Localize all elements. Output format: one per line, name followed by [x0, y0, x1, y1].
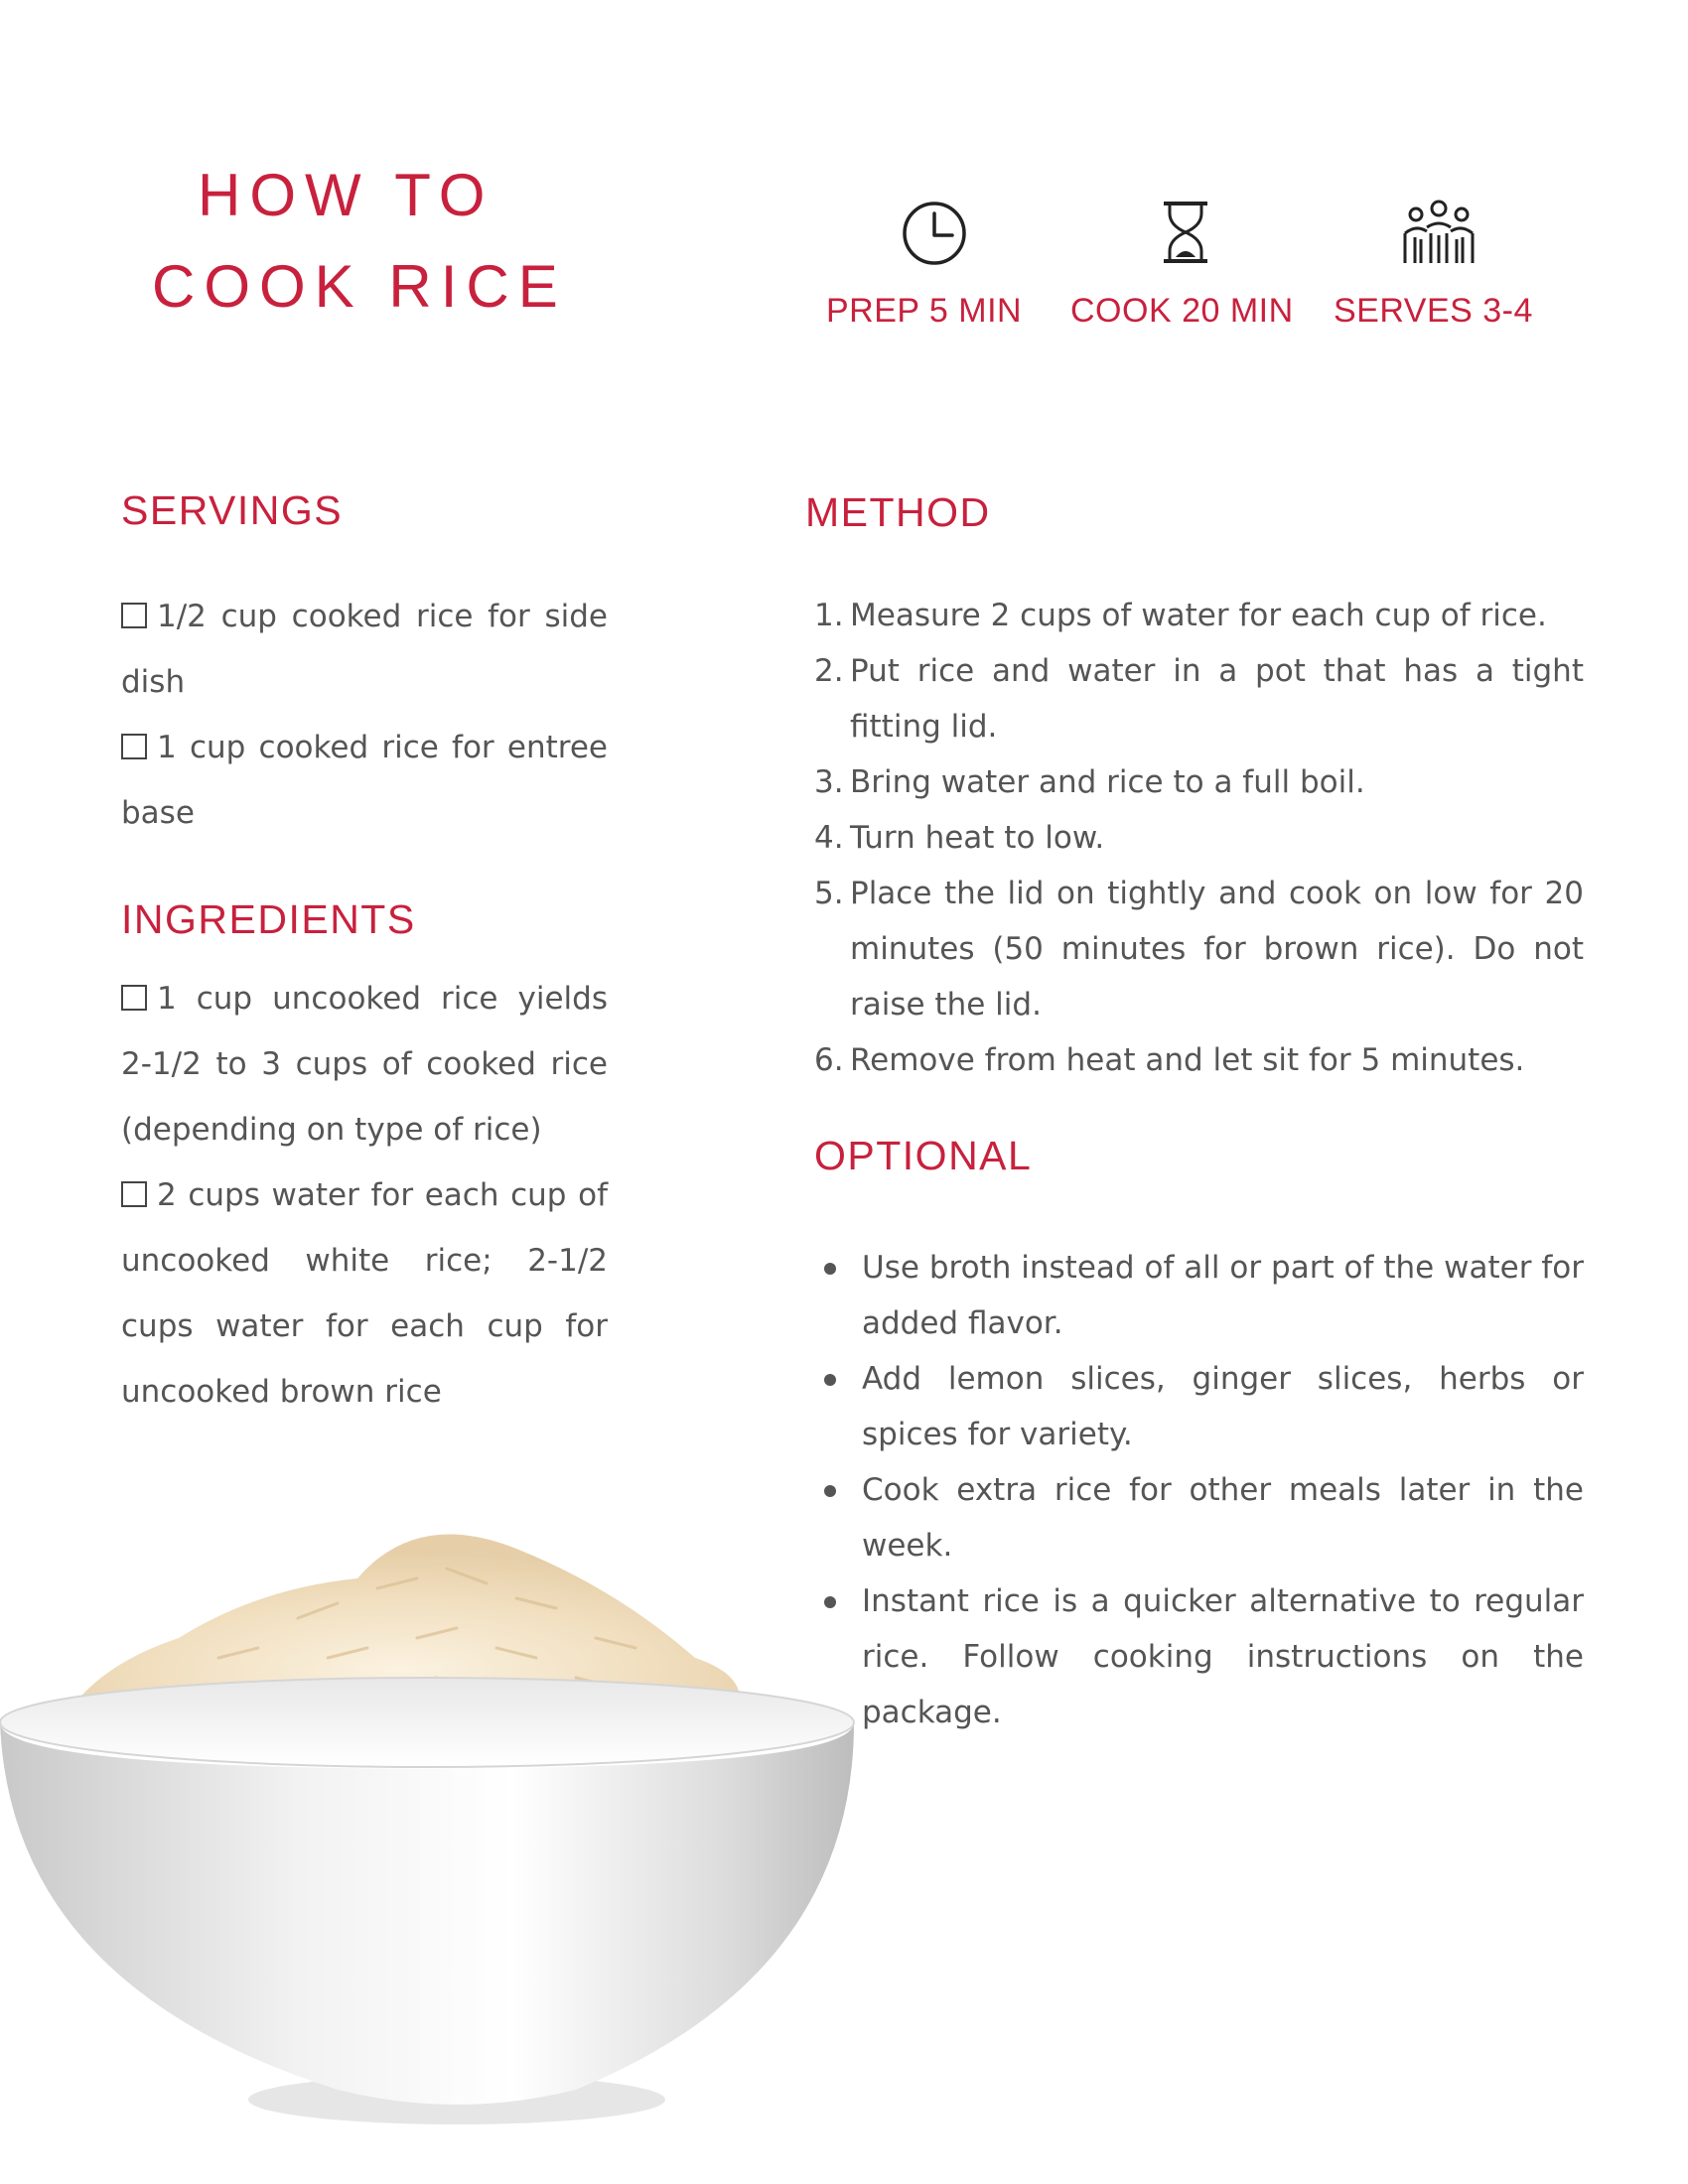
method-step: 3. Bring water and rice to a full boil. [814, 764, 1365, 800]
method-step: 1. Measure 2 cups of water for each cup of rice. [814, 598, 1547, 633]
servings-item: 1/2 cup cooked rice for side dish [121, 599, 608, 700]
ingredients-item: 1 cup uncooked rice yields 2-1/2 to 3 cups of cooked rice (depending on type of rice) [121, 981, 608, 1148]
page-title-line-1: HOW TO [198, 162, 494, 228]
ingredients-item: 2 cups water for each cup of uncooked white rice; 2-1/2 cups water for each cup for uncooked brown rice [121, 1177, 608, 1410]
method-step: 2. Put rice and water in a pot that has a tight fitting lid. [814, 653, 1584, 745]
optional-heading: OPTIONAL [814, 1133, 1033, 1178]
people-icon [1401, 198, 1477, 267]
servings-item: 1 cup cooked rice for entree base [121, 730, 608, 831]
rice-bowl-image [0, 1509, 864, 2184]
serves-label: SERVES 3-4 [1334, 292, 1533, 330]
ingredients-heading: INGREDIENTS [121, 896, 416, 942]
checkbox-icon[interactable] [121, 1181, 147, 1207]
optional-item: Add lemon slices, ginger slices, herbs or spices for variety. [818, 1351, 1584, 1462]
page-title-line-2: COOK RICE [152, 253, 567, 320]
method-step: 4. Turn heat to low. [814, 820, 1105, 856]
servings-list [121, 584, 608, 846]
method-steps [814, 588, 1584, 1088]
bullet-icon [824, 1263, 836, 1275]
checkbox-icon[interactable] [121, 734, 147, 759]
optional-item: Use broth instead of all or part of the water for added flavor. [818, 1240, 1584, 1351]
bullet-icon [824, 1485, 836, 1497]
optional-item: Instant rice is a quicker alternative to regular rice. Follow cooking instructions on the package. [818, 1573, 1584, 1740]
ingredients-list [121, 966, 608, 1425]
checkbox-icon[interactable] [121, 985, 147, 1011]
bullet-icon [824, 1374, 836, 1386]
hourglass-icon [1160, 200, 1211, 265]
clock-icon [901, 200, 968, 267]
method-step: 6. Remove from heat and let sit for 5 minutes. [814, 1042, 1525, 1078]
prep-time-label: PREP 5 MIN [826, 292, 1023, 330]
checkbox-icon[interactable] [121, 603, 147, 628]
optional-list [818, 1240, 1584, 1740]
optional-item: Cook extra rice for other meals later in the week. [818, 1462, 1584, 1573]
method-heading: METHOD [805, 489, 991, 535]
cook-time-label: COOK 20 MIN [1070, 292, 1294, 330]
method-step: 5. Place the lid on tightly and cook on low for 20 minutes (50 minutes for brown rice). Do not raise the lid. [814, 876, 1584, 1023]
servings-heading: SERVINGS [121, 487, 344, 533]
